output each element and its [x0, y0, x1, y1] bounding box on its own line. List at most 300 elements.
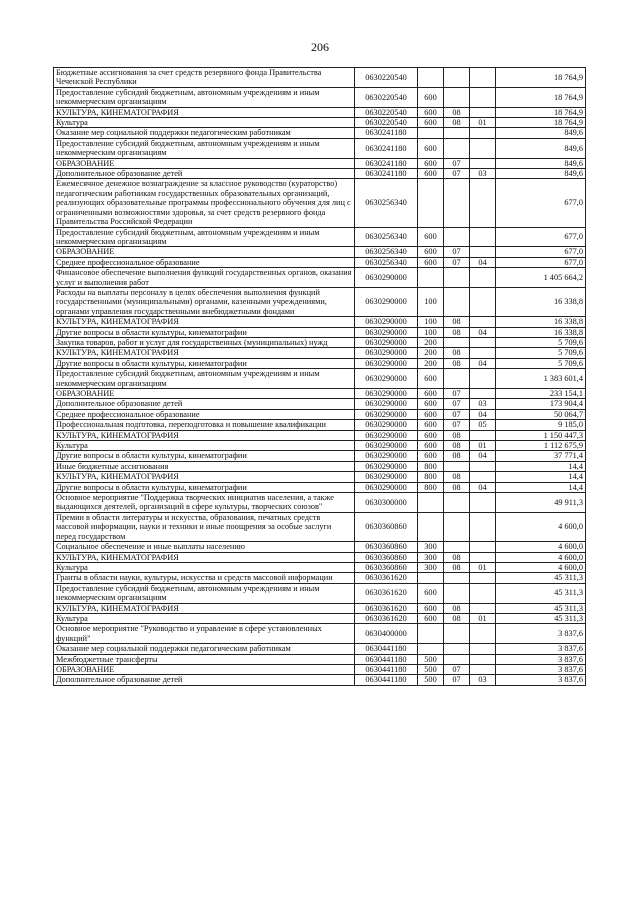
row-section-cell: 07: [444, 389, 470, 399]
row-target-article-cell: 0630290000: [355, 461, 418, 471]
row-expense-type-cell: 800: [418, 482, 444, 492]
row-target-article-cell: 0630290000: [355, 441, 418, 451]
row-section-cell: 08: [444, 552, 470, 562]
row-name-cell: Другие вопросы в области культуры, кинематографии: [54, 451, 355, 461]
row-target-article-cell: 0630290000: [355, 337, 418, 347]
table-row: [54, 287, 586, 316]
row-name-cell: Основное мероприятие "Поддержка творческих инициатив населения, а также выдающихся деятелей, организаций в сфере культуры, творческих союзов": [54, 493, 355, 513]
row-subsection-cell: 03: [470, 399, 496, 409]
row-subsection-cell: [470, 583, 496, 603]
row-name-cell: Предоставление субсидий бюджетным, автономным учреждениям и иным некоммерческим организациям: [54, 227, 355, 247]
row-subsection-cell: 01: [470, 118, 496, 128]
row-name-cell: Бюджетные ассигнования за счет средств резервного фонда Правительства Чеченской Республики: [54, 68, 355, 88]
table-row: [54, 369, 586, 389]
row-subsection-cell: [470, 87, 496, 107]
row-sum-cell: 37 771,4: [496, 451, 586, 461]
row-name-cell: Расходы на выплаты персоналу в целях обеспечения выполнения функций государственными (муниципальными) органами, казенными учреждениями, органами управления государственными внебюджетными фондами: [54, 287, 355, 316]
row-subsection-cell: 03: [470, 675, 496, 685]
row-name-cell: Среднее профессиональное образование: [54, 257, 355, 267]
row-target-article-cell: 0630290000: [355, 420, 418, 430]
row-expense-type-cell: 600: [418, 603, 444, 613]
row-section-cell: 07: [444, 664, 470, 674]
row-sum-cell: 45 311,3: [496, 583, 586, 603]
row-section-cell: [444, 583, 470, 603]
table-row: [54, 512, 586, 541]
row-expense-type-cell: 600: [418, 87, 444, 107]
table-row: [54, 268, 586, 288]
row-section-cell: 07: [444, 420, 470, 430]
row-subsection-cell: 03: [470, 169, 496, 179]
row-subsection-cell: [470, 268, 496, 288]
row-sum-cell: 3 837,6: [496, 664, 586, 674]
row-subsection-cell: 01: [470, 613, 496, 623]
row-expense-type-cell: 100: [418, 327, 444, 337]
row-section-cell: 08: [444, 317, 470, 327]
row-section-cell: 08: [444, 472, 470, 482]
row-target-article-cell: 0630441180: [355, 654, 418, 664]
row-subsection-cell: [470, 624, 496, 644]
table-row: [54, 118, 586, 128]
row-section-cell: 07: [444, 675, 470, 685]
row-target-article-cell: 0630256340: [355, 257, 418, 267]
table-row: [54, 562, 586, 572]
table-row: [54, 542, 586, 552]
row-sum-cell: 18 764,9: [496, 87, 586, 107]
row-expense-type-cell: 600: [418, 247, 444, 257]
row-name-cell: Ежемесячное денежное вознаграждение за классное руководство (кураторство) педагогическим работникам государственных образовательных организаций, реализующих образовательные программы профессионального обучения для лиц с ограниченными возможностями здоровья, за счет средств резервного фонда Правительства Российской Федерации: [54, 179, 355, 227]
row-target-article-cell: 0630360860: [355, 542, 418, 552]
row-expense-type-cell: [418, 268, 444, 288]
row-expense-type-cell: 500: [418, 675, 444, 685]
row-target-article-cell: 0630290000: [355, 287, 418, 316]
row-section-cell: 08: [444, 107, 470, 117]
table-row: [54, 451, 586, 461]
row-subsection-cell: [470, 138, 496, 158]
row-subsection-cell: [470, 227, 496, 247]
row-name-cell: Культура: [54, 441, 355, 451]
row-target-article-cell: 0630361620: [355, 603, 418, 613]
row-subsection-cell: 04: [470, 358, 496, 368]
row-target-article-cell: 0630441180: [355, 664, 418, 674]
row-name-cell: Предоставление субсидий бюджетным, автономным учреждениям и иным некоммерческим организациям: [54, 369, 355, 389]
row-name-cell: КУЛЬТУРА, КИНЕМАТОГРАФИЯ: [54, 107, 355, 117]
row-section-cell: [444, 87, 470, 107]
row-name-cell: Другие вопросы в области культуры, кинематографии: [54, 358, 355, 368]
row-target-article-cell: 0630300000: [355, 493, 418, 513]
row-sum-cell: 3 837,6: [496, 654, 586, 664]
row-section-cell: [444, 512, 470, 541]
row-target-article-cell: 0630290000: [355, 348, 418, 358]
row-subsection-cell: 04: [470, 451, 496, 461]
row-sum-cell: 1 405 664,2: [496, 268, 586, 288]
row-sum-cell: 14,4: [496, 482, 586, 492]
table-row: [54, 138, 586, 158]
row-name-cell: ОБРАЗОВАНИЕ: [54, 664, 355, 674]
row-section-cell: 08: [444, 451, 470, 461]
table-row: [54, 358, 586, 368]
row-section-cell: 08: [444, 482, 470, 492]
row-name-cell: КУЛЬТУРА, КИНЕМАТОГРАФИЯ: [54, 552, 355, 562]
row-section-cell: 08: [444, 327, 470, 337]
row-subsection-cell: 04: [470, 327, 496, 337]
row-expense-type-cell: 800: [418, 472, 444, 482]
row-subsection-cell: [470, 348, 496, 358]
row-sum-cell: 5 709,6: [496, 358, 586, 368]
row-sum-cell: 1 112 675,9: [496, 441, 586, 451]
row-name-cell: Дополнительное образование детей: [54, 169, 355, 179]
row-subsection-cell: [470, 542, 496, 552]
row-subsection-cell: 04: [470, 409, 496, 419]
row-sum-cell: 49 911,3: [496, 493, 586, 513]
row-subsection-cell: [470, 644, 496, 654]
row-sum-cell: 4 600,0: [496, 512, 586, 541]
row-subsection-cell: [470, 461, 496, 471]
row-expense-type-cell: 600: [418, 107, 444, 117]
row-expense-type-cell: 600: [418, 451, 444, 461]
row-expense-type-cell: 600: [418, 257, 444, 267]
table-row: [54, 128, 586, 138]
row-target-article-cell: 0630290000: [355, 358, 418, 368]
row-section-cell: 07: [444, 247, 470, 257]
row-subsection-cell: 01: [470, 441, 496, 451]
row-target-article-cell: 0630441180: [355, 644, 418, 654]
row-section-cell: 07: [444, 257, 470, 267]
row-subsection-cell: [470, 430, 496, 440]
row-target-article-cell: 0630441180: [355, 675, 418, 685]
row-name-cell: Культура: [54, 562, 355, 572]
row-section-cell: 08: [444, 358, 470, 368]
row-section-cell: 07: [444, 409, 470, 419]
row-name-cell: КУЛЬТУРА, КИНЕМАТОГРАФИЯ: [54, 472, 355, 482]
row-sum-cell: 18 764,9: [496, 68, 586, 88]
row-expense-type-cell: [418, 179, 444, 227]
row-expense-type-cell: [418, 624, 444, 644]
row-expense-type-cell: 600: [418, 399, 444, 409]
table-row: [54, 675, 586, 685]
row-section-cell: 08: [444, 603, 470, 613]
row-subsection-cell: 04: [470, 257, 496, 267]
row-target-article-cell: 0630241180: [355, 128, 418, 138]
row-name-cell: Иные бюджетные ассигнования: [54, 461, 355, 471]
table-row: [54, 664, 586, 674]
row-target-article-cell: 0630290000: [355, 327, 418, 337]
row-expense-type-cell: 600: [418, 420, 444, 430]
table-row: [54, 573, 586, 583]
row-sum-cell: 173 904,4: [496, 399, 586, 409]
row-sum-cell: 3 837,6: [496, 675, 586, 685]
row-expense-type-cell: 600: [418, 583, 444, 603]
row-target-article-cell: 0630360860: [355, 562, 418, 572]
row-sum-cell: 5 709,6: [496, 337, 586, 347]
row-sum-cell: 45 311,3: [496, 613, 586, 623]
row-expense-type-cell: 200: [418, 337, 444, 347]
row-target-article-cell: 0630220540: [355, 68, 418, 88]
row-target-article-cell: 0630361620: [355, 583, 418, 603]
row-sum-cell: 16 338,8: [496, 327, 586, 337]
table-row: [54, 409, 586, 419]
table-row: [54, 247, 586, 257]
row-target-article-cell: 0630241180: [355, 169, 418, 179]
row-name-cell: Предоставление субсидий бюджетным, автономным учреждениям и иным некоммерческим организациям: [54, 87, 355, 107]
row-subsection-cell: [470, 664, 496, 674]
row-section-cell: [444, 573, 470, 583]
row-sum-cell: 18 764,9: [496, 107, 586, 117]
table-row: [54, 583, 586, 603]
table-row: [54, 169, 586, 179]
row-target-article-cell: 0630290000: [355, 430, 418, 440]
row-section-cell: 08: [444, 348, 470, 358]
table-row: [54, 107, 586, 117]
row-section-cell: [444, 654, 470, 664]
row-section-cell: [444, 287, 470, 316]
row-section-cell: 07: [444, 399, 470, 409]
row-sum-cell: 849,6: [496, 158, 586, 168]
row-name-cell: Дополнительное образование детей: [54, 675, 355, 685]
row-expense-type-cell: [418, 68, 444, 88]
row-subsection-cell: [470, 107, 496, 117]
row-subsection-cell: [470, 179, 496, 227]
row-sum-cell: 45 311,3: [496, 603, 586, 613]
row-section-cell: [444, 493, 470, 513]
row-target-article-cell: 0630256340: [355, 247, 418, 257]
row-section-cell: 08: [444, 118, 470, 128]
table-row: [54, 158, 586, 168]
row-section-cell: [444, 644, 470, 654]
row-subsection-cell: [470, 603, 496, 613]
row-subsection-cell: [470, 158, 496, 168]
row-name-cell: Профессиональная подготовка, переподготовка и повышение квалификации: [54, 420, 355, 430]
table-row: [54, 337, 586, 347]
row-name-cell: Основное мероприятие "Руководство и управление в сфере установленных функций": [54, 624, 355, 644]
row-subsection-cell: [470, 128, 496, 138]
row-section-cell: [444, 461, 470, 471]
table-row: [54, 87, 586, 107]
row-sum-cell: 18 764,9: [496, 118, 586, 128]
table-row: [54, 461, 586, 471]
row-target-article-cell: 0630290000: [355, 369, 418, 389]
budget-table: [53, 67, 586, 686]
row-expense-type-cell: [418, 512, 444, 541]
row-expense-type-cell: 800: [418, 461, 444, 471]
row-expense-type-cell: 600: [418, 369, 444, 389]
row-subsection-cell: 05: [470, 420, 496, 430]
row-name-cell: Дополнительное образование детей: [54, 399, 355, 409]
row-target-article-cell: 0630400000: [355, 624, 418, 644]
row-sum-cell: 677,0: [496, 257, 586, 267]
row-subsection-cell: 01: [470, 562, 496, 572]
row-sum-cell: 16 338,8: [496, 317, 586, 327]
row-section-cell: [444, 179, 470, 227]
row-sum-cell: 14,4: [496, 472, 586, 482]
row-section-cell: [444, 138, 470, 158]
row-target-article-cell: 0630290000: [355, 317, 418, 327]
row-expense-type-cell: 600: [418, 441, 444, 451]
row-expense-type-cell: 600: [418, 613, 444, 623]
page-number: 206: [311, 40, 329, 54]
row-sum-cell: 233 154,1: [496, 389, 586, 399]
table-row: [54, 68, 586, 88]
row-subsection-cell: [470, 369, 496, 389]
row-target-article-cell: 0630241180: [355, 158, 418, 168]
row-target-article-cell: 0630290000: [355, 399, 418, 409]
row-name-cell: КУЛЬТУРА, КИНЕМАТОГРАФИЯ: [54, 348, 355, 358]
row-target-article-cell: 0630361620: [355, 573, 418, 583]
table-row: [54, 472, 586, 482]
row-sum-cell: 1 150 447,3: [496, 430, 586, 440]
row-name-cell: КУЛЬТУРА, КИНЕМАТОГРАФИЯ: [54, 430, 355, 440]
row-target-article-cell: 0630241180: [355, 138, 418, 158]
row-expense-type-cell: 200: [418, 348, 444, 358]
row-target-article-cell: 0630256340: [355, 227, 418, 247]
row-subsection-cell: [470, 389, 496, 399]
table-row: [54, 389, 586, 399]
row-sum-cell: 50 064,7: [496, 409, 586, 419]
row-sum-cell: 9 185,0: [496, 420, 586, 430]
row-section-cell: 08: [444, 613, 470, 623]
row-expense-type-cell: 300: [418, 552, 444, 562]
row-sum-cell: 849,6: [496, 128, 586, 138]
row-name-cell: Культура: [54, 613, 355, 623]
row-name-cell: Оказание мер социальной поддержки педагогическим работникам: [54, 644, 355, 654]
row-name-cell: Предоставление субсидий бюджетным, автономным учреждениям и иным некоммерческим организациям: [54, 583, 355, 603]
row-expense-type-cell: 500: [418, 654, 444, 664]
row-subsection-cell: [470, 247, 496, 257]
row-expense-type-cell: 600: [418, 158, 444, 168]
row-sum-cell: 3 837,6: [496, 624, 586, 644]
row-section-cell: [444, 268, 470, 288]
row-target-article-cell: 0630290000: [355, 268, 418, 288]
row-expense-type-cell: 600: [418, 227, 444, 247]
row-expense-type-cell: 200: [418, 358, 444, 368]
row-sum-cell: 5 709,6: [496, 348, 586, 358]
table-row: [54, 552, 586, 562]
table-row: [54, 482, 586, 492]
row-expense-type-cell: 600: [418, 138, 444, 158]
row-target-article-cell: 0630256340: [355, 179, 418, 227]
table-row: [54, 493, 586, 513]
row-name-cell: ОБРАЗОВАНИЕ: [54, 247, 355, 257]
row-section-cell: 08: [444, 430, 470, 440]
table-row: [54, 430, 586, 440]
row-target-article-cell: 0630290000: [355, 389, 418, 399]
row-section-cell: 07: [444, 158, 470, 168]
table-row: [54, 348, 586, 358]
row-name-cell: КУЛЬТУРА, КИНЕМАТОГРАФИЯ: [54, 603, 355, 613]
row-sum-cell: 1 383 601,4: [496, 369, 586, 389]
row-sum-cell: 14,4: [496, 461, 586, 471]
row-sum-cell: 677,0: [496, 179, 586, 227]
table-row: [54, 179, 586, 227]
row-subsection-cell: [470, 654, 496, 664]
row-expense-type-cell: 600: [418, 118, 444, 128]
table-row: [54, 624, 586, 644]
row-section-cell: [444, 624, 470, 644]
row-target-article-cell: 0630220540: [355, 118, 418, 128]
row-target-article-cell: 0630360860: [355, 512, 418, 541]
row-subsection-cell: [470, 573, 496, 583]
row-sum-cell: 4 600,0: [496, 562, 586, 572]
row-section-cell: 08: [444, 441, 470, 451]
row-name-cell: Закупка товаров, работ и услуг для государственных (муниципальных) нужд: [54, 337, 355, 347]
budget-table-body: [54, 68, 586, 686]
row-name-cell: Социальное обеспечение и иные выплаты населению: [54, 542, 355, 552]
row-expense-type-cell: [418, 573, 444, 583]
row-subsection-cell: [470, 317, 496, 327]
row-section-cell: [444, 337, 470, 347]
row-subsection-cell: [470, 512, 496, 541]
table-row: [54, 257, 586, 267]
table-row: [54, 603, 586, 613]
row-sum-cell: 3 837,6: [496, 644, 586, 654]
row-target-article-cell: 0630290000: [355, 451, 418, 461]
row-name-cell: Финансовое обеспечение выполнения функций государственных органов, оказания услуг и выполнения работ: [54, 268, 355, 288]
row-name-cell: ОБРАЗОВАНИЕ: [54, 158, 355, 168]
table-row: [54, 654, 586, 664]
row-expense-type-cell: [418, 128, 444, 138]
row-section-cell: 07: [444, 169, 470, 179]
row-subsection-cell: [470, 552, 496, 562]
row-expense-type-cell: 600: [418, 169, 444, 179]
row-expense-type-cell: 300: [418, 542, 444, 552]
row-target-article-cell: 0630290000: [355, 482, 418, 492]
row-target-article-cell: 0630290000: [355, 409, 418, 419]
row-name-cell: Гранты в области науки, культуры, искусства и средств массовой информации: [54, 573, 355, 583]
row-expense-type-cell: 600: [418, 389, 444, 399]
row-expense-type-cell: 600: [418, 409, 444, 419]
row-expense-type-cell: 100: [418, 287, 444, 316]
row-expense-type-cell: [418, 493, 444, 513]
table-row: [54, 399, 586, 409]
row-name-cell: Другие вопросы в области культуры, кинематографии: [54, 482, 355, 492]
row-subsection-cell: 04: [470, 482, 496, 492]
row-target-article-cell: 0630290000: [355, 472, 418, 482]
row-name-cell: КУЛЬТУРА, КИНЕМАТОГРАФИЯ: [54, 317, 355, 327]
row-expense-type-cell: 600: [418, 430, 444, 440]
row-sum-cell: 4 600,0: [496, 542, 586, 552]
row-name-cell: Предоставление субсидий бюджетным, автономным учреждениям и иным некоммерческим организациям: [54, 138, 355, 158]
table-row: [54, 317, 586, 327]
row-sum-cell: 45 311,3: [496, 573, 586, 583]
row-section-cell: [444, 369, 470, 389]
row-section-cell: [444, 128, 470, 138]
row-target-article-cell: 0630220540: [355, 87, 418, 107]
row-section-cell: [444, 542, 470, 552]
row-target-article-cell: 0630360860: [355, 552, 418, 562]
row-expense-type-cell: 300: [418, 562, 444, 572]
row-subsection-cell: [470, 493, 496, 513]
row-sum-cell: 677,0: [496, 247, 586, 257]
row-subsection-cell: [470, 68, 496, 88]
row-section-cell: [444, 227, 470, 247]
table-row: [54, 441, 586, 451]
row-target-article-cell: 0630220540: [355, 107, 418, 117]
table-row: [54, 613, 586, 623]
row-sum-cell: 677,0: [496, 227, 586, 247]
row-expense-type-cell: 100: [418, 317, 444, 327]
row-subsection-cell: [470, 337, 496, 347]
row-section-cell: 08: [444, 562, 470, 572]
row-expense-type-cell: [418, 644, 444, 654]
table-row: [54, 327, 586, 337]
row-name-cell: Среднее профессиональное образование: [54, 409, 355, 419]
row-expense-type-cell: 500: [418, 664, 444, 674]
row-name-cell: ОБРАЗОВАНИЕ: [54, 389, 355, 399]
table-row: [54, 644, 586, 654]
row-name-cell: Оказание мер социальной поддержки педагогическим работникам: [54, 128, 355, 138]
row-sum-cell: 4 600,0: [496, 552, 586, 562]
row-subsection-cell: [470, 472, 496, 482]
row-name-cell: Другие вопросы в области культуры, кинематографии: [54, 327, 355, 337]
